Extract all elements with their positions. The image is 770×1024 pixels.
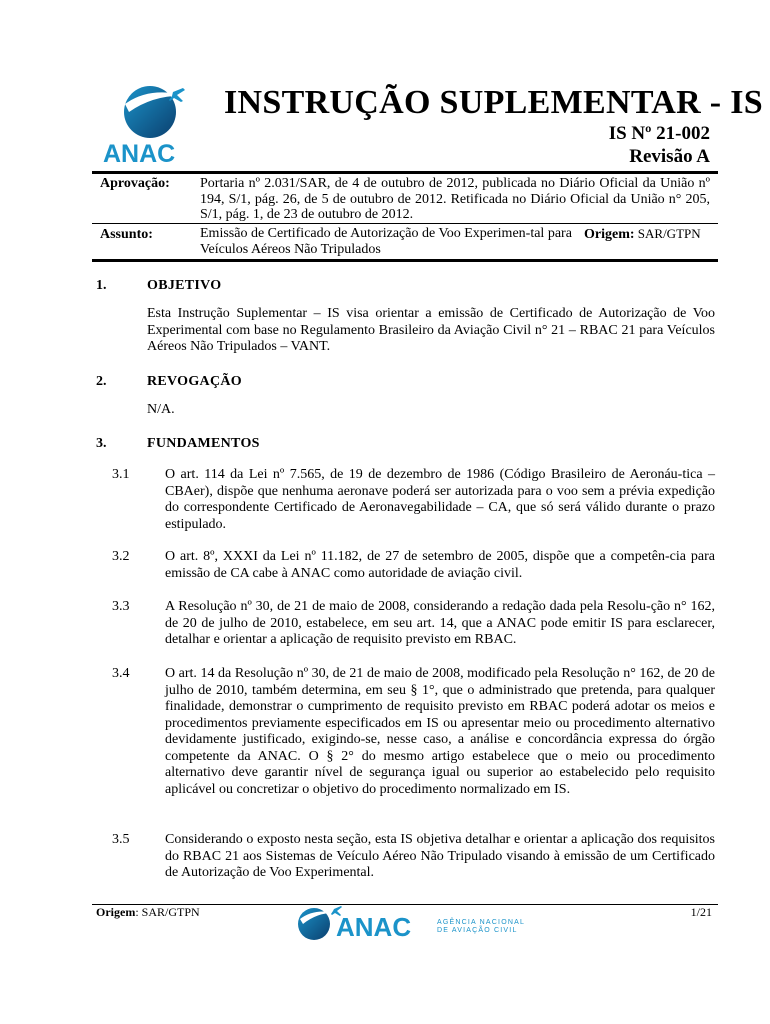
section-number: 3. [96,436,107,451]
subject-label: Assunto: [100,227,153,242]
item-number: 3.1 [112,467,130,482]
document-code: IS Nº 21-002 [608,123,710,144]
item-text: O art. 8º, XXXI da Lei nº 11.182, de 27 de setembro de 2005, dispõe que a competên-cia para emissão de CA cabe à ANAC como autoridade de aviação civil. [165,549,715,581]
item-text: A Resolução nº 30, de 21 de maio de 2008, considerando a redação dada pela Resolu-ção n° 162, de 20 de julho de 2010, estabelece, em seu art. 14, que a ANAC pode emitir IS para esclarecer, detalhar e orientar a aplicação de requisito previsto em RBAC. [165,599,715,647]
section-title: FUNDAMENTOS [147,436,260,451]
item-text: Considerando o exposto nesta seção, esta IS objetiva detalhar e orientar a aplicação dos requisitos do RBAC 21 aos Sistemas de Veículo Aéreo Não Tripulado visando à emissão de um Certificado de Autorização de Voo Experimental. [165,832,715,880]
section-title: REVOGAÇÃO [147,374,242,389]
item-number: 3.3 [112,599,130,614]
origin [584,226,701,243]
agency-line-2: DE AVIAÇÃO CIVIL [437,927,518,934]
item-number: 3.4 [112,666,130,681]
anac-logo [95,82,205,167]
item-number: 3.5 [112,832,130,847]
origin-value: SAR/GTPN [637,226,701,241]
page-number: 1/21 [690,905,712,919]
section-title: OBJETIVO [147,278,222,293]
header-rule [92,171,718,174]
document-title: INSTRUÇÃO SUPLEMENTAR - IS [224,84,763,121]
item-text: O art. 14 da Resolução nº 30, de 21 de maio de 2008, modificado pela Resolução n° 162, de 20 de julho de 2010, também determina, em seu § 1°, que o administrado que pretenda, para qualquer finalidade, demonstrar o cumprimento de requisito previsto em RBAC poderá adotar os meios e procedimentos previamente especificados em IS ou apresentar meio ou procedimento alternativo devidamente justificado, exigindo-se, nesse caso, a análise e concordância expressa do órgão competente da ANAC. O § 2° do mesmo artigo estabelece que o meio ou procedimento alternativo deve garantir nível de segurança igual ou superior ao estabelecido pelo requisito aplicável ou concretizar o objetivo do procedimento normalizado em IS. [165,666,715,797]
meta-divider [92,223,718,224]
origin-label: Origem: [584,227,635,242]
subject-text: Emissão de Certificado de Autorização de Voo Experimen-tal para Veículos Aéreos Não Tripulados [200,226,572,257]
footer-agency-name [437,919,525,935]
svg-text:ANAC: ANAC [103,140,176,167]
footer-origin-label: Origem [96,905,136,919]
approval-text: Portaria nº 2.031/SAR, de 4 de outubro de 2012, publicada no Diário Oficial da União nº 194, S/1, pág. 26, de 5 de outubro de 2012. Retificada no Diário Oficial da União n° 205, S/1, pág. 1, de 23 de outubro de 2012. [200,176,710,222]
svg-text:ANAC: ANAC [336,912,412,942]
section-paragraph: Esta Instrução Suplementar – IS visa orientar a emissão de Certificado de Autorização de Voo Experimental com base no Regulamento Brasileiro da Aviação Civil n° 21 – RBAC 21 para Veículos Aéreos Não Tripulados – VANT. [147,306,715,354]
approval-label: Aprovação: [100,176,170,191]
meta-bottom-rule [92,259,718,262]
agency-line-1: AGÊNCIA NACIONAL [437,919,526,926]
document-revision: Revisão A [629,146,710,167]
section-number: 2. [96,374,107,389]
footer-origin-value: : SAR/GTPN [135,905,200,919]
item-text: O art. 114 da Lei nº 7.565, de 19 de dezembro de 1986 (Código Brasileiro de Aeronáu-tica – CBAer), dispõe que nenhuma aeronave poderá ser autorizada para o voo sem a prévia expedição do correspondente Certificado de Aeronavegabilidade – CA, que só será válido durante o prazo estipulado. [165,467,715,532]
section-paragraph: N/A. [147,402,175,417]
section-number: 1. [96,278,107,293]
item-number: 3.2 [112,549,130,564]
footer-origin [96,905,200,920]
